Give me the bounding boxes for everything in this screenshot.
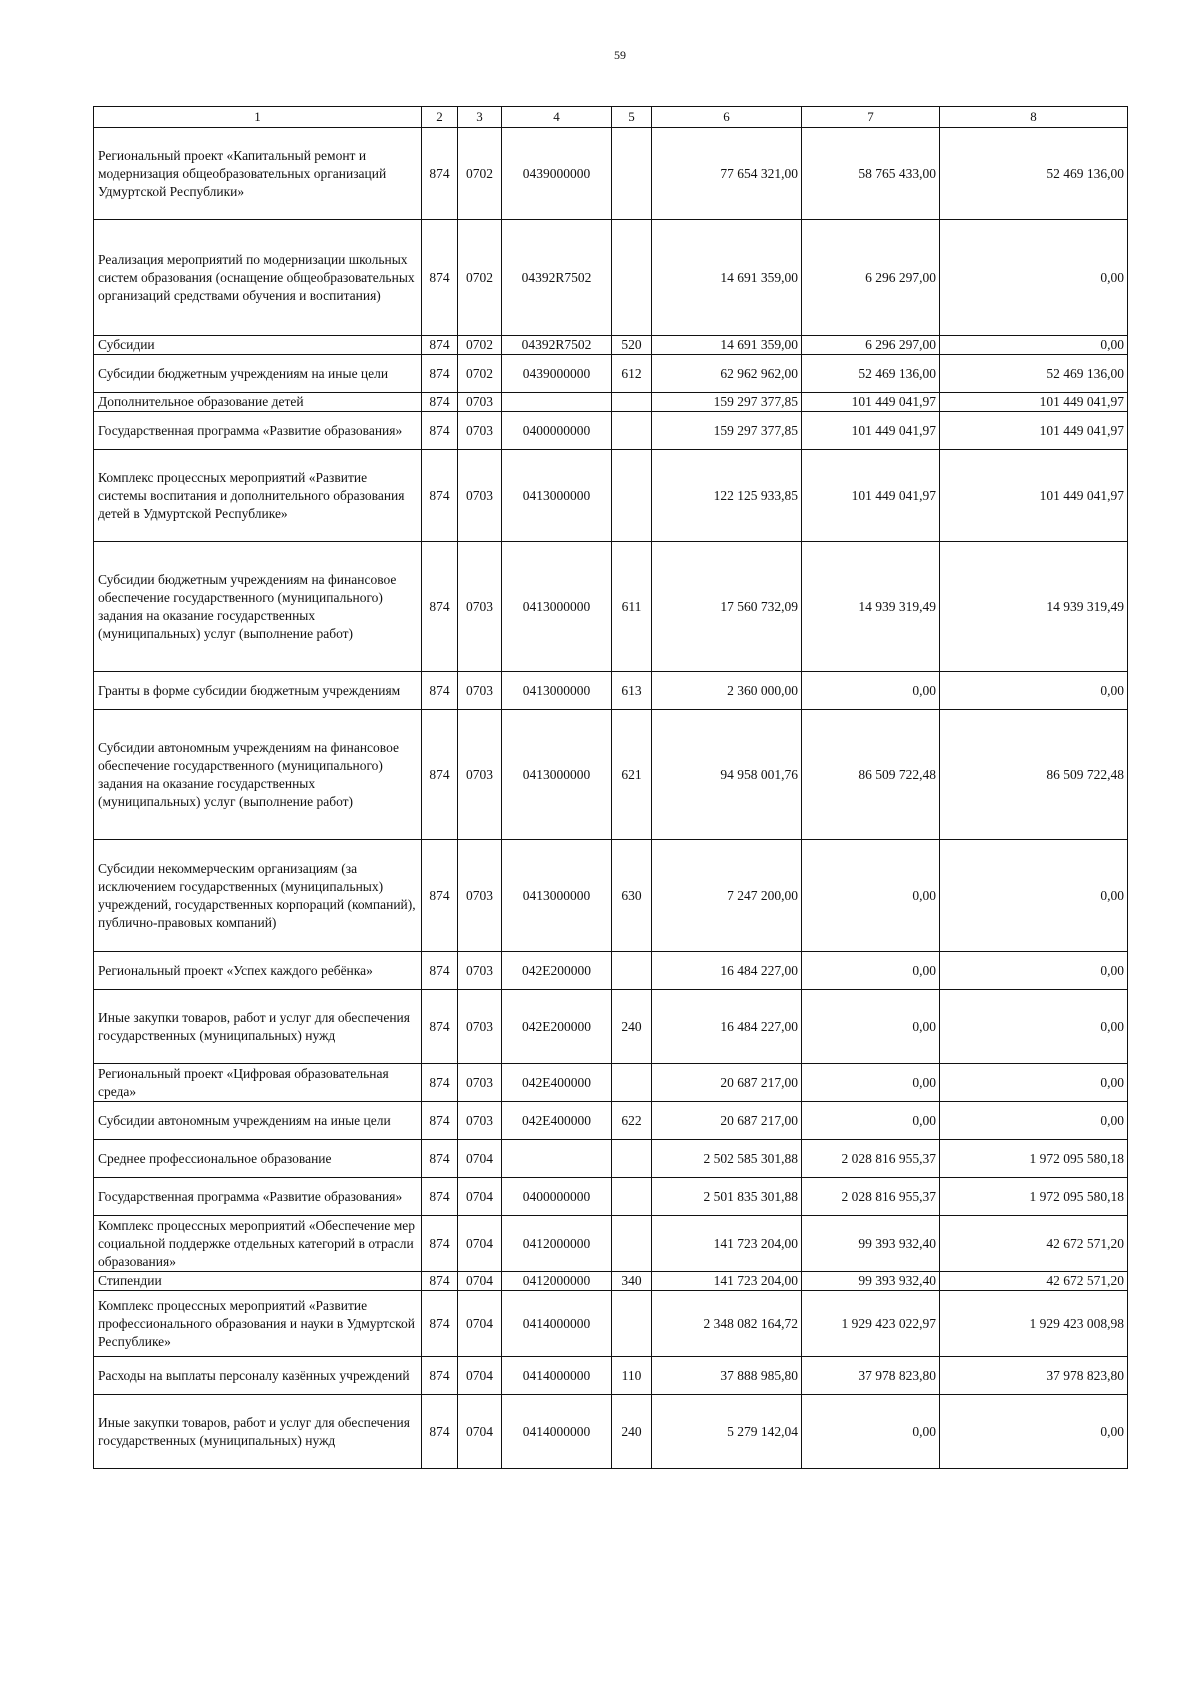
row-amount-2: 14 939 319,49: [802, 542, 940, 672]
row-name: Субсидии некоммерческим организациям (за исключением государственных (муниципальных) учреждений, государственных корпораций (компаний), публично-правовых компаний): [94, 840, 422, 952]
row-vr: [612, 412, 652, 450]
row-rz: 0703: [458, 412, 502, 450]
row-vr: 612: [612, 355, 652, 393]
row-amount-2: 1 929 423 022,97: [802, 1291, 940, 1357]
row-amount-3: 0,00: [940, 952, 1128, 990]
row-vr: 611: [612, 542, 652, 672]
table-row: [94, 1064, 1128, 1102]
row-gr: 874: [422, 710, 458, 840]
row-name: Комплекс процессных мероприятий «Развитие системы воспитания и дополнительного образования детей в Удмуртской Республике»: [94, 450, 422, 542]
row-amount-2: 2 028 816 955,37: [802, 1140, 940, 1178]
row-csr: 0412000000: [502, 1272, 612, 1291]
row-rz: 0702: [458, 355, 502, 393]
row-amount-1: 141 723 204,00: [652, 1272, 802, 1291]
row-name: Государственная программа «Развитие образования»: [94, 1178, 422, 1216]
row-amount-3: 0,00: [940, 840, 1128, 952]
row-csr: [502, 393, 612, 412]
row-amount-1: 2 360 000,00: [652, 672, 802, 710]
row-amount-1: 16 484 227,00: [652, 990, 802, 1064]
row-vr: 520: [612, 336, 652, 355]
row-vr: [612, 1291, 652, 1357]
row-vr: 240: [612, 990, 652, 1064]
row-rz: 0702: [458, 128, 502, 220]
row-rz: 0703: [458, 450, 502, 542]
row-amount-3: 1 972 095 580,18: [940, 1178, 1128, 1216]
row-amount-3: 101 449 041,97: [940, 393, 1128, 412]
row-amount-3: 86 509 722,48: [940, 710, 1128, 840]
row-rz: 0703: [458, 672, 502, 710]
row-gr: 874: [422, 450, 458, 542]
row-gr: 874: [422, 1178, 458, 1216]
header-cell: 5: [612, 107, 652, 128]
row-csr: [502, 1140, 612, 1178]
row-amount-2: 6 296 297,00: [802, 220, 940, 336]
row-amount-3: 0,00: [940, 672, 1128, 710]
table-row: [94, 542, 1128, 672]
row-rz: 0704: [458, 1178, 502, 1216]
row-amount-3: 101 449 041,97: [940, 412, 1128, 450]
row-rz: 0703: [458, 840, 502, 952]
row-amount-2: 0,00: [802, 672, 940, 710]
row-gr: 874: [422, 336, 458, 355]
table-row: [94, 1395, 1128, 1469]
row-gr: 874: [422, 1272, 458, 1291]
row-amount-1: 2 501 835 301,88: [652, 1178, 802, 1216]
row-vr: 110: [612, 1357, 652, 1395]
row-amount-1: 141 723 204,00: [652, 1216, 802, 1272]
row-vr: 630: [612, 840, 652, 952]
row-name: Субсидии бюджетным учреждениям на иные цели: [94, 355, 422, 393]
row-gr: 874: [422, 1216, 458, 1272]
table-row: [94, 1102, 1128, 1140]
row-name: Иные закупки товаров, работ и услуг для обеспечения государственных (муниципальных) нужд: [94, 1395, 422, 1469]
row-amount-3: 52 469 136,00: [940, 355, 1128, 393]
row-amount-3: 0,00: [940, 1102, 1128, 1140]
row-gr: 874: [422, 128, 458, 220]
row-csr: 04392R7502: [502, 220, 612, 336]
row-amount-1: 20 687 217,00: [652, 1102, 802, 1140]
row-rz: 0703: [458, 952, 502, 990]
table-row: [94, 1216, 1128, 1272]
row-rz: 0703: [458, 1102, 502, 1140]
table-row: [94, 1272, 1128, 1291]
row-csr: 0412000000: [502, 1216, 612, 1272]
row-csr: 0400000000: [502, 1178, 612, 1216]
page-number: 59: [614, 48, 626, 62]
row-csr: 04392R7502: [502, 336, 612, 355]
row-amount-2: 101 449 041,97: [802, 450, 940, 542]
table-row: [94, 1291, 1128, 1357]
row-vr: 240: [612, 1395, 652, 1469]
row-name: Комплекс процессных мероприятий «Развитие профессионального образования и науки в Удмуртской Республике»: [94, 1291, 422, 1357]
row-name: Региональный проект «Успех каждого ребёнка»: [94, 952, 422, 990]
row-name: Гранты в форме субсидии бюджетным учреждениям: [94, 672, 422, 710]
row-amount-3: 14 939 319,49: [940, 542, 1128, 672]
row-amount-1: 94 958 001,76: [652, 710, 802, 840]
row-rz: 0704: [458, 1272, 502, 1291]
row-amount-3: 0,00: [940, 1064, 1128, 1102]
row-name: Субсидии: [94, 336, 422, 355]
row-amount-3: 1 929 423 008,98: [940, 1291, 1128, 1357]
row-amount-2: 52 469 136,00: [802, 355, 940, 393]
row-amount-2: 0,00: [802, 952, 940, 990]
row-rz: 0704: [458, 1291, 502, 1357]
row-vr: 613: [612, 672, 652, 710]
row-name: Дополнительное образование детей: [94, 393, 422, 412]
row-gr: 874: [422, 1291, 458, 1357]
row-gr: 874: [422, 1395, 458, 1469]
table-row: [94, 128, 1128, 220]
row-rz: 0703: [458, 1064, 502, 1102]
row-vr: [612, 1064, 652, 1102]
row-vr: [612, 220, 652, 336]
table-row: [94, 412, 1128, 450]
table-row: [94, 336, 1128, 355]
row-rz: 0704: [458, 1395, 502, 1469]
row-gr: 874: [422, 1140, 458, 1178]
header-cell: 8: [940, 107, 1128, 128]
row-amount-1: 2 348 082 164,72: [652, 1291, 802, 1357]
row-amount-1: 62 962 962,00: [652, 355, 802, 393]
row-rz: 0703: [458, 542, 502, 672]
row-name: Субсидии автономным учреждениям на финансовое обеспечение государственного (муниципального) задания на оказание государственных (муниципальных) услуг (выполнение работ): [94, 710, 422, 840]
row-amount-1: 37 888 985,80: [652, 1357, 802, 1395]
header-cell: 6: [652, 107, 802, 128]
row-gr: 874: [422, 393, 458, 412]
table-row: [94, 1357, 1128, 1395]
header-cell: 7: [802, 107, 940, 128]
header-row: [94, 107, 1128, 128]
row-amount-2: 101 449 041,97: [802, 393, 940, 412]
row-name: Иные закупки товаров, работ и услуг для обеспечения государственных (муниципальных) нужд: [94, 990, 422, 1064]
row-gr: 874: [422, 1064, 458, 1102]
row-gr: 874: [422, 952, 458, 990]
row-amount-2: 37 978 823,80: [802, 1357, 940, 1395]
row-amount-3: 42 672 571,20: [940, 1272, 1128, 1291]
row-vr: [612, 450, 652, 542]
row-gr: 874: [422, 220, 458, 336]
row-gr: 874: [422, 840, 458, 952]
row-csr: 042E400000: [502, 1064, 612, 1102]
row-rz: 0702: [458, 220, 502, 336]
row-name: Реализация мероприятий по модернизации школьных систем образования (оснащение общеобразовательных организаций средствами обучения и воспитания): [94, 220, 422, 336]
row-amount-2: 0,00: [802, 1395, 940, 1469]
row-amount-1: 14 691 359,00: [652, 220, 802, 336]
row-vr: [612, 1140, 652, 1178]
row-amount-1: 14 691 359,00: [652, 336, 802, 355]
row-amount-1: 7 247 200,00: [652, 840, 802, 952]
row-rz: 0703: [458, 990, 502, 1064]
table-row: [94, 990, 1128, 1064]
row-gr: 874: [422, 990, 458, 1064]
row-amount-1: 16 484 227,00: [652, 952, 802, 990]
row-name: Стипендии: [94, 1272, 422, 1291]
row-csr: 0413000000: [502, 450, 612, 542]
row-amount-3: 42 672 571,20: [940, 1216, 1128, 1272]
row-csr: 042E200000: [502, 952, 612, 990]
table-row: [94, 393, 1128, 412]
row-name: Региональный проект «Цифровая образовательная среда»: [94, 1064, 422, 1102]
row-rz: 0704: [458, 1140, 502, 1178]
row-vr: [612, 1216, 652, 1272]
row-name: Субсидии бюджетным учреждениям на финансовое обеспечение государственного (муниципального) задания на оказание государственных (муниципальных) услуг (выполнение работ): [94, 542, 422, 672]
row-amount-2: 0,00: [802, 1102, 940, 1140]
row-amount-3: 101 449 041,97: [940, 450, 1128, 542]
row-name: Государственная программа «Развитие образования»: [94, 412, 422, 450]
row-amount-2: 2 028 816 955,37: [802, 1178, 940, 1216]
row-csr: 0400000000: [502, 412, 612, 450]
row-vr: 622: [612, 1102, 652, 1140]
row-csr: 0414000000: [502, 1357, 612, 1395]
table-body: [94, 107, 1128, 1469]
row-name: Расходы на выплаты персоналу казённых учреждений: [94, 1357, 422, 1395]
row-amount-2: 58 765 433,00: [802, 128, 940, 220]
row-csr: 0413000000: [502, 542, 612, 672]
row-gr: 874: [422, 1102, 458, 1140]
row-amount-1: 77 654 321,00: [652, 128, 802, 220]
row-amount-1: 159 297 377,85: [652, 393, 802, 412]
row-name: Комплекс процессных мероприятий «Обеспечение мер социальной поддержке отдельных категорий в отрасли образования»: [94, 1216, 422, 1272]
header-cell: 2: [422, 107, 458, 128]
table-row: [94, 1178, 1128, 1216]
row-amount-1: 2 502 585 301,88: [652, 1140, 802, 1178]
row-rz: 0703: [458, 393, 502, 412]
row-name: Региональный проект «Капитальный ремонт и модернизация общеобразовательных организаций Удмуртской Республики»: [94, 128, 422, 220]
row-csr: 0413000000: [502, 672, 612, 710]
budget-table: [93, 106, 1128, 1469]
row-amount-2: 99 393 932,40: [802, 1272, 940, 1291]
row-csr: 0414000000: [502, 1291, 612, 1357]
row-vr: [612, 1178, 652, 1216]
row-amount-3: 0,00: [940, 220, 1128, 336]
row-gr: 874: [422, 355, 458, 393]
row-csr: 042E400000: [502, 1102, 612, 1140]
row-amount-1: 122 125 933,85: [652, 450, 802, 542]
header-cell: 3: [458, 107, 502, 128]
row-vr: [612, 128, 652, 220]
row-amount-2: 6 296 297,00: [802, 336, 940, 355]
row-csr: 0439000000: [502, 355, 612, 393]
row-amount-1: 5 279 142,04: [652, 1395, 802, 1469]
row-name: Среднее профессиональное образование: [94, 1140, 422, 1178]
row-gr: 874: [422, 542, 458, 672]
row-csr: 0414000000: [502, 1395, 612, 1469]
row-vr: [612, 952, 652, 990]
row-rz: 0702: [458, 336, 502, 355]
row-csr: 042E200000: [502, 990, 612, 1064]
row-csr: 0413000000: [502, 710, 612, 840]
table-row: [94, 355, 1128, 393]
row-csr: 0413000000: [502, 840, 612, 952]
row-amount-1: 17 560 732,09: [652, 542, 802, 672]
row-amount-3: 0,00: [940, 336, 1128, 355]
row-amount-2: 0,00: [802, 1064, 940, 1102]
row-vr: 621: [612, 710, 652, 840]
row-amount-2: 99 393 932,40: [802, 1216, 940, 1272]
row-vr: 340: [612, 1272, 652, 1291]
row-amount-3: 37 978 823,80: [940, 1357, 1128, 1395]
header-cell: 1: [94, 107, 422, 128]
table-row: [94, 220, 1128, 336]
row-rz: 0704: [458, 1357, 502, 1395]
table-row: [94, 450, 1128, 542]
table-row: [94, 840, 1128, 952]
row-amount-1: 159 297 377,85: [652, 412, 802, 450]
row-amount-3: 0,00: [940, 990, 1128, 1064]
table-row: [94, 672, 1128, 710]
row-amount-2: 0,00: [802, 990, 940, 1064]
row-amount-2: 0,00: [802, 840, 940, 952]
row-amount-2: 86 509 722,48: [802, 710, 940, 840]
row-amount-3: 0,00: [940, 1395, 1128, 1469]
row-vr: [612, 393, 652, 412]
row-rz: 0704: [458, 1216, 502, 1272]
row-amount-3: 1 972 095 580,18: [940, 1140, 1128, 1178]
row-amount-3: 52 469 136,00: [940, 128, 1128, 220]
table-row: [94, 710, 1128, 840]
row-csr: 0439000000: [502, 128, 612, 220]
row-amount-1: 20 687 217,00: [652, 1064, 802, 1102]
table-row: [94, 1140, 1128, 1178]
row-gr: 874: [422, 672, 458, 710]
header-cell: 4: [502, 107, 612, 128]
row-amount-2: 101 449 041,97: [802, 412, 940, 450]
row-gr: 874: [422, 1357, 458, 1395]
row-rz: 0703: [458, 710, 502, 840]
row-gr: 874: [422, 412, 458, 450]
row-name: Субсидии автономным учреждениям на иные цели: [94, 1102, 422, 1140]
table-row: [94, 952, 1128, 990]
